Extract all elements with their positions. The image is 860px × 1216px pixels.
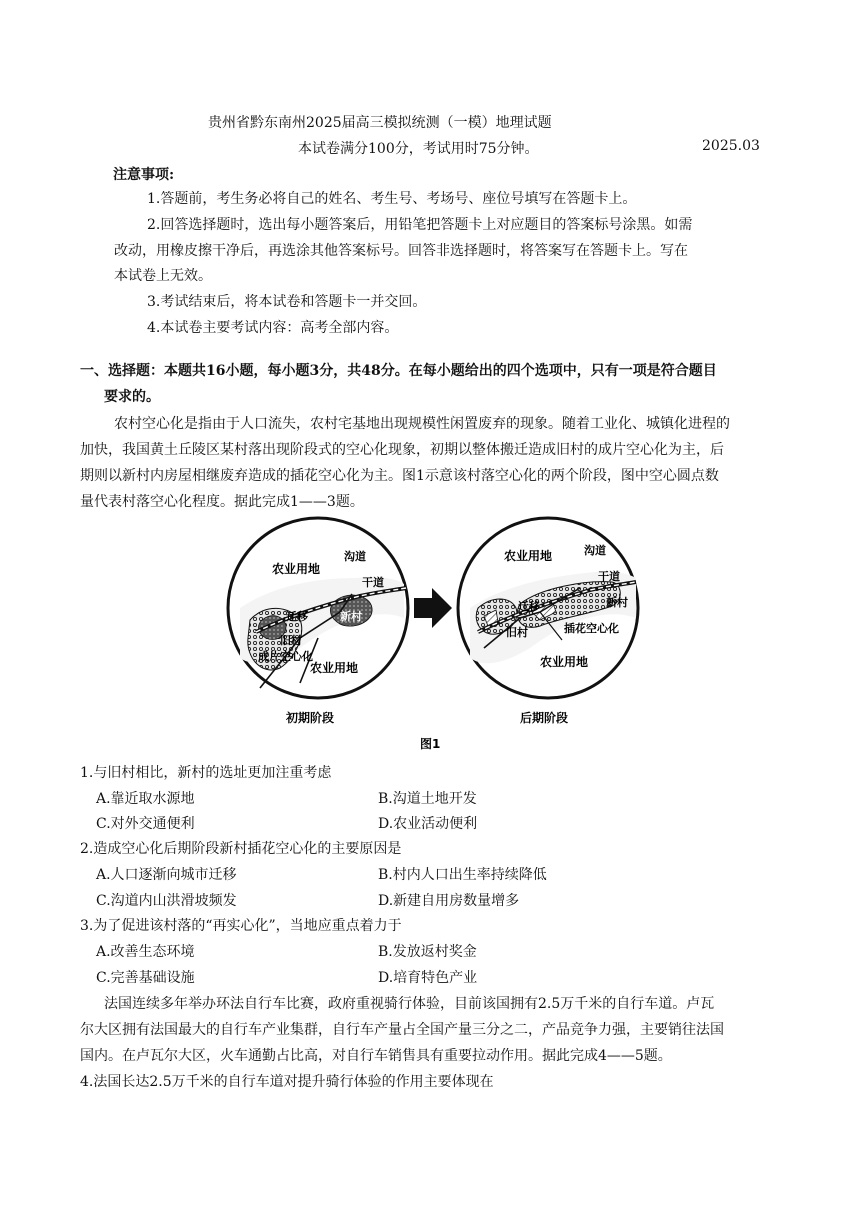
hollow-label: 插花空心化: [564, 622, 619, 635]
question-stem: 1.与旧村相比，新村的选址更加注重考虑: [80, 765, 332, 781]
passage-line: 量代表村落空心化程度。据此完成1——3题。: [80, 494, 364, 510]
migrate-label: 迁移: [518, 600, 540, 613]
option-b[interactable]: B.村内人口出生率持续降低: [378, 867, 547, 883]
question-stem: 3.为了促进该村落的“再实心化”，当地应重点着力于: [80, 918, 402, 934]
section-heading: 一、选择题：本题共16小题，每小题3分，共48分。在每小题给出的四个选项中，只有一项是符合题目: [80, 363, 717, 379]
passage-line: 农村空心化是指由于人口流失，农村宅基地出现规模性闲置废弃的现象。随着工业化、城镇化进程的: [114, 416, 730, 432]
passage-line: 国内。在卢瓦尔大区，火车通勤占比高，对自行车销售具有重要拉动作用。据此完成4——5题。: [80, 1048, 672, 1064]
notice-item: 改动，用橡皮擦干净后，再选涂其他答案标号。回答非选择题时，将答案写在答题卡上。写在: [114, 243, 688, 259]
section-heading-cont: 要求的。: [104, 389, 160, 405]
stage-label: 初期阶段: [286, 711, 335, 725]
exam-title: 贵州省黔东南州2025届高三模拟统测（一模）地理试题: [208, 115, 552, 131]
option-a[interactable]: A.靠近取水源地: [96, 791, 195, 807]
option-d[interactable]: D.新建自用房数量增多: [378, 893, 520, 909]
road-label: 干道: [598, 570, 620, 583]
migrate-label: 迁移: [286, 610, 308, 623]
exam-date: 2025.03: [702, 138, 760, 154]
initial-stage-diagram: [228, 518, 408, 725]
question-stem: 4.法国长达2.5万千米的自行车道对提升骑行体验的作用主要体现在: [80, 1074, 494, 1090]
option-c[interactable]: C.沟道内山洪滑坡频发: [96, 893, 237, 909]
passage-line: 加快，我国黄土丘陵区某村落出现阶段式的空心化现象，初期以整体搬迁造成旧村的成片空心化为主，后: [80, 442, 724, 458]
later-stage-diagram: [458, 518, 638, 725]
option-c[interactable]: C.对外交通便利: [96, 816, 195, 832]
option-d[interactable]: D.农业活动便利: [378, 816, 478, 832]
notice-item: 2.回答选择题时，选出每小题答案后，用铅笔把答题卡上对应题目的答案标号涂黑。如需: [147, 217, 693, 233]
option-b[interactable]: B.发放返村奖金: [378, 944, 477, 960]
notice-item: 1.答题前，考生务必将自己的姓名、考生号、考场号、座位号填写在答题卡上。: [147, 191, 637, 207]
notice-heading: 注意事项:: [113, 167, 175, 183]
stage-label: 后期阶段: [520, 711, 569, 725]
farmland-label: 农业用地: [272, 562, 321, 576]
old-village-label: 旧村: [280, 634, 302, 647]
new-village-label: 新村: [606, 596, 628, 609]
passage-line: 法国连续多年举办环法自行车比赛，政府重视骑行体验，目前该国拥有2.5万千米的自行车道。卢瓦: [104, 996, 715, 1012]
new-village-label: 新村: [340, 610, 362, 623]
figure-caption: 图1: [420, 737, 441, 751]
gully-label: 沟道: [584, 544, 606, 557]
option-a[interactable]: A.改善生态环境: [96, 944, 195, 960]
passage-line: 尔大区拥有法国最大的自行车产业集群，自行车产量占全国产量三分之二，产品竞争力强，主要销往法国: [80, 1022, 724, 1038]
village-hollowing-figure: [0, 508, 860, 758]
notice-item: 本试卷上无效。: [114, 268, 212, 284]
notice-item: 4.本试卷主要考试内容：高考全部内容。: [147, 320, 399, 336]
option-b[interactable]: B.沟道土地开发: [378, 791, 477, 807]
old-village-label: 旧村: [506, 626, 528, 639]
arrow-right-icon: [414, 588, 452, 628]
farmland-label: 农业用地: [540, 655, 589, 669]
road-label: 干道: [362, 576, 384, 589]
farmland-label: 农业用地: [504, 549, 553, 563]
question-stem: 2.造成空心化后期阶段新村插花空心化的主要原因是: [80, 841, 402, 857]
farmland-label: 农业用地: [310, 661, 359, 675]
hollow-label: 成片空心化: [258, 650, 313, 663]
notice-item: 3.考试结束后，将本试卷和答题卡一并交回。: [147, 294, 427, 310]
option-d[interactable]: D.培育特色产业: [378, 970, 478, 986]
exam-subtitle: 本试卷满分100分，考试用时75分钟。: [298, 141, 539, 157]
passage-line: 期则以新村内房屋相继废弃造成的插花空心化为主。图1示意该村落空心化的两个阶段，图中空心圆点数: [80, 468, 719, 484]
option-c[interactable]: C.完善基础设施: [96, 970, 195, 986]
option-a[interactable]: A.人口逐渐向城市迁移: [96, 867, 237, 883]
gully-label: 沟道: [344, 550, 366, 563]
